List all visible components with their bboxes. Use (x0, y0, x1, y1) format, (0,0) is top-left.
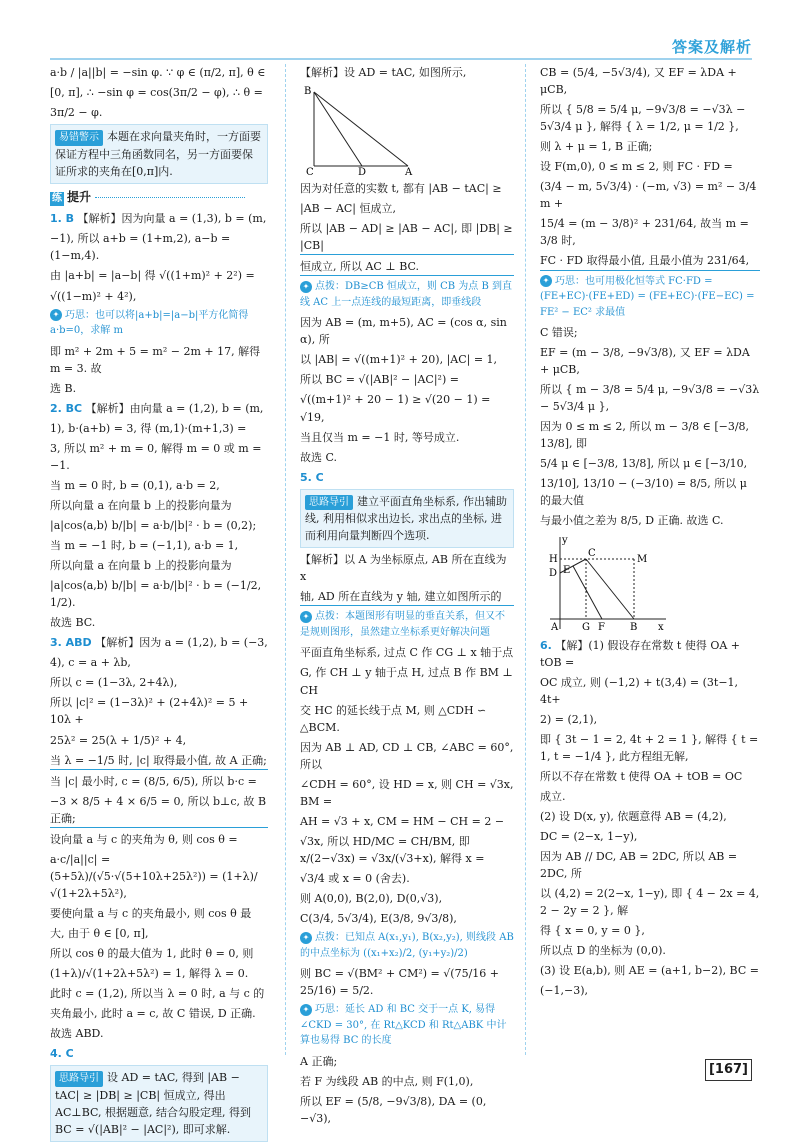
q5-guide-text: 建立平面直角坐标系, 作出辅助线, 利用相似求出边长, 求出点的坐标, 进而利用向量判断四个选项. (305, 494, 507, 543)
col2-a-2: 所以 |AB − AD| ≥ |AB − AC|, 即 |DB| ≥ |CB| (300, 220, 514, 255)
col2-d-0: 平面直角坐标系, 过点 C 作 CG ⊥ x 轴于点 (300, 646, 514, 660)
col2-tip-4 (300, 1002, 514, 1049)
col2-f-1: 若 F 为线段 AB 的中点, 则 F(1,0), (300, 1074, 474, 1088)
q1-end-0: 即 m² + 2m + 5 = m² − 2m + 17, 解得 m = 3. 故 (50, 344, 261, 375)
q3-line-0: 【解析】因为 a = (1,2), b = (−3, (95, 636, 268, 650)
col3-b-4: 5/4 μ ∈ [−3/8, 13/8], 所以 μ ∈ [−3/10, (540, 457, 748, 471)
col3-tip-1 (540, 274, 760, 321)
q6-line-4: 所以不存在常数 t 使得 OA + tOB = OC (540, 769, 743, 783)
q2-line-1: 1), b·(a+b) = 3, 得 (m,1)·(m+1,3) = (50, 421, 247, 435)
warning-tag: 易错警示 (55, 130, 103, 146)
col2-a-3: 恒成立, 所以 AC ⊥ BC. (300, 258, 514, 276)
col1-line-1: [0, π], ∴ −sin φ = cos(3π/2 − φ), ∴ θ = (50, 86, 263, 100)
q6-line-3: 即 { 3t − 1 = 2, 4t + 2 = 1 }, 解得 { t = 1, t = −1/4 }, 此方程组无解, (540, 732, 759, 763)
triangle-figure (300, 84, 420, 179)
col2-tip-3 (300, 930, 514, 961)
warning-text: 本题在求向量夹角时，一方面要保证方程中三角函数同名，另一方面要保证所求的夹角在[0,π]内. (55, 130, 261, 178)
col2-b-3: √((m+1)² + 20 − 1) ≥ √(20 − 1) = √19, (300, 393, 491, 424)
q6-line-0: 【解】(1) 假设存在常数 t 使得 OA + tOB = (540, 638, 741, 669)
q6-line-12: (3) 设 E(a,b), 则 AE = (a+1, b−2), BC = (540, 964, 759, 978)
col3-tip-1-text: 巧思：也可用极化恒等式 FC·FD = (FE+EC)·(FE+ED) = (FE+EC)·(FE−EC) = FE² − EC² 求最值 (540, 275, 755, 318)
fig2-edge-cb (586, 559, 634, 619)
q6-number: 6. (540, 638, 552, 652)
q5-number: 5. C (300, 470, 324, 484)
q6-line-5: 成立. (540, 789, 566, 803)
fig2-label-b: B (630, 621, 638, 633)
q3-line-7: −3 × 8/5 + 4 × 6/5 = 0, 所以 b⊥c, 故 B 正确; (50, 793, 268, 828)
column-2 (300, 64, 514, 1125)
fig1-label-a: A (405, 167, 413, 179)
col2-d-9: C(3/4, 5√3/4), E(3/8, 9√3/8), (300, 912, 457, 926)
q1-number: 1. B (50, 212, 75, 226)
col3-b-5: 13/10], 13/10 − (−3/10) = 8/5, 所以 μ 的最大值 (540, 477, 747, 508)
col3-b-2: 所以 { m − 3/8 = 5/4 μ, −9√3/8 = −√3λ − 5√3/4 μ }, (540, 383, 760, 414)
section-title: 提升 (67, 189, 92, 204)
q3-line-2: 所以 c = (1−3λ, 2+4λ), (50, 676, 178, 690)
q6-line-6: (2) 设 D(x, y), 依题意得 AB = (4,2), (540, 809, 727, 823)
q3-line-16: 故选 ABD. (50, 1027, 104, 1041)
q6-line-7: DC = (2−x, 1−y), (540, 830, 638, 843)
q2-line-8: |a|cos⟨a,b⟩ b/|b| = a·b/|b|² · b = (−1/2, 1/2). (50, 579, 262, 610)
fig2-label-g: G (582, 621, 590, 633)
q2-line-9: 故选 BC. (50, 616, 96, 630)
col2-tip-2 (300, 609, 514, 640)
col2-d-6: √3x, 所以 HD/MC = CH/BM, 即 x/(2−√3x) = √3x/(√3+x), 解得 x = (300, 834, 485, 865)
fig2-label-d: D (549, 567, 558, 579)
tip-bulb-icon: ✦ (300, 611, 312, 623)
q6-line-10: 得 { x = 0, y = 0 }, (540, 924, 645, 938)
col3-b-3: 因为 0 ≤ m ≤ 2, 所以 m − 3/8 ∈ [−3/8, 13/8], 即 (540, 420, 750, 451)
q6-line-11: 所以点 D 的坐标为 (0,0). (540, 944, 666, 958)
q6-line-1: OC 成立, 则 (−1,2) + t(3,4) = (3t−1, 4t+ (540, 675, 739, 706)
q3-line-3: 所以 |c|² = (1−3λ)² + (2+4λ)² = 5 + 10λ + (50, 696, 249, 727)
fig1-label-b: B (304, 86, 312, 98)
col2-e-0: 则 BC = √(BM² + CM²) = √(75/16 + 25/16) = 5/2. (300, 967, 499, 998)
tip-bulb-icon: ✦ (300, 281, 312, 293)
col2-d-7: √3/4 或 x = 0 (舍去). (300, 872, 410, 885)
q5-guide-tag: 思路导引 (305, 495, 353, 511)
coordinate-figure (540, 533, 670, 633)
col3-a-6: FC · FD 取得最小值, 且最小值为 231/64, (540, 252, 760, 270)
q1-tip-text: 巧思：也可以将|a+b|=|a−b|平方化简得 a·b=0，求解 m (50, 309, 249, 337)
col3-a-3: 设 F(m,0), 0 ≤ m ≤ 2, 则 FC · FD = (540, 160, 733, 174)
q3-line-14: 此时 c = (1,2), 所以当 λ = 0 时, a 与 c 的 (50, 987, 265, 1001)
q3-line-9: a·c/|a||c| = (5+5λ)/(√5·√(5+10λ+25λ²)) = (1+λ)/√(1+2λ+5λ²), (50, 852, 258, 900)
section-dots (95, 197, 245, 198)
q6-line-9: 以 (4,2) = 2(2−x, 1−y), 即 { 4 − 2x = 4, 2 − 2y = 2 }, 解 (540, 887, 760, 918)
q6-line-13: (−1,−3), (540, 984, 589, 998)
q2-number: 2. BC (50, 401, 83, 415)
q3-line-15: 夹角最小, 此时 a = c, 故 C 错误, D 正确. (50, 1007, 256, 1021)
fig2-label-a: A (551, 621, 559, 633)
col2-f-2: 所以 EF = (5/8, −9√3/8), DA = (0, −√3), (300, 1094, 487, 1125)
col2-d-3: 因为 AB ⊥ AD, CD ⊥ CB, ∠ABC = 60°, 所以 (300, 740, 514, 771)
q3-line-8: 设向量 a 与 c 的夹角为 θ, 则 cos θ = (50, 832, 238, 846)
col1-line-0: a·b / |a||b| = −sin φ. ∵ φ ∈ (π/2, π], θ ∈ (50, 66, 266, 79)
col2-d-8: 则 A(0,0), B(2,0), D(0,√3), (300, 892, 443, 906)
q3-line-4: 25λ² = 25(λ + 1/5)² + 4, (50, 733, 187, 747)
fig2-label-f: F (598, 621, 605, 633)
warning-box (50, 124, 268, 184)
q6-line-8: 因为 AB // DC, AB = 2DC, 所以 AB = 2DC, 所 (540, 850, 738, 881)
col2-tip-1-text: 点拨：DB≥CB 恒成立，则 CB 为点 B 到直线 AC 上一点连线的最短距离，即垂线段 (300, 281, 512, 308)
q3-line-12: 所以 cos θ 的最大值为 1, 此时 θ = 0, 则 (50, 947, 254, 961)
col2-tip-2-text: 点拨：本题图形有明显的垂直关系，但又不是规则图形，虽然建立坐标系更好解决问题 (300, 611, 505, 638)
fig2-label-h: H (549, 553, 558, 565)
fig1-label-c: C (306, 167, 314, 179)
section-mark-icon: 练 (52, 192, 62, 204)
col2-b-0: 因为 AB = (m, m+5), AC = (cos α, sin α), 所 (300, 316, 507, 347)
col2-tip-4-text: 巧思：延长 AD 和 BC 交于一点 K, 易得 ∠CKD = 30°, 在 Rt△KCD 和 Rt△ABK 中计算也易得 BC 的长度 (300, 1004, 507, 1047)
q1-tip (50, 308, 268, 339)
col2-b-5: 故选 C. (300, 450, 338, 464)
q5-guide-box (300, 489, 514, 549)
q2-line-0: 【解析】由向量 a = (1,2), b = (m, (85, 401, 264, 415)
col3-a-0: CB = (5/4, −5√3/4), 又 EF = λDA + μCB, (540, 66, 737, 97)
q3-line-6: 当 |c| 最小时, c = (8/5, 6/5), 所以 b·c = (50, 774, 257, 788)
column-1 (50, 64, 268, 1136)
header-title: 答案及解析 (671, 38, 752, 56)
q2-line-7: 所以向量 a 在向量 b 上的投影向量为 (50, 559, 232, 573)
q3-number: 3. ABD (50, 636, 92, 650)
q2-line-4: 所以向量 a 在向量 b 上的投影向量为 (50, 498, 232, 512)
col2-tip-3-text: 点拨：已知点 A(x₁,y₁), B(x₂,y₂), 则线段 AB 的中点坐标为 ((x₁+x₂)/2, (y₁+y₂)/2) (300, 932, 514, 959)
column-divider-1 (285, 64, 286, 1055)
col2-a-1: |AB − AC| 恒成立, (300, 202, 397, 216)
section-heading (50, 188, 268, 207)
col3-b-1: EF = (m − 3/8, −9√3/8), 又 EF = λDA + μCB, (540, 346, 750, 377)
q2-line-6: 当 m = −1 时, b = (−1,1), a·b = 1, (50, 539, 239, 553)
col3-a-1: 所以 { 5/8 = 5/4 μ, −9√3/8 = −√3λ − 5√3/4 μ }, 解得 { λ = 1/2, μ = 1/2 }, (540, 103, 746, 134)
q4-guide-tag: 思路导引 (55, 1071, 103, 1087)
q3-line-5: 当 λ = −1/5 时, |c| 取得最小值, 故 A 正确; (50, 752, 268, 770)
q3-line-13: (1+λ)/√(1+2λ+5λ²) = 1, 解得 λ = 0. (50, 967, 249, 981)
tip-bulb-icon: ✦ (540, 275, 552, 287)
col2-d-5: AH = √3 + x, CM = HM − CH = 2 − (300, 814, 505, 828)
q4-number: 4. C (50, 1047, 74, 1061)
q1-line-0: 【解析】因为向量 a = (1,3), b = (m, (77, 212, 267, 226)
col3-a-5: 15/4 = (m − 3/8)² + 231/64, 故当 m = 3/8 时, (540, 217, 749, 248)
col2-a-0: 因为对任意的实数 t, 都有 |AB − tAC| ≥ (300, 182, 502, 196)
col2-b-4: 当且仅当 m = −1 时, 等号成立. (300, 430, 460, 444)
fig1-edge-bd (314, 92, 362, 166)
q1-line-1: −1), 所以 a+b = (1+m,2), a−b = (1−m,4). (50, 232, 231, 263)
col2-d-4: ∠CDH = 60°, 设 HD = x, 则 CH = √3x, BM = (300, 777, 514, 808)
q1-line-3: √((1−m)² + 4²), (50, 289, 137, 303)
q3-line-11: 大, 由于 θ ∈ [0, π], (50, 926, 149, 940)
fig2-label-y: y (562, 534, 568, 546)
col2-b-1: 以 |AB| = √((m+1)² + 20), |AC| = 1, (300, 353, 498, 367)
fig1-label-d: D (358, 167, 367, 179)
col2-c-1: 轴, AD 所在直线为 y 轴, 建立如图所示的 (300, 588, 514, 606)
q4-guide-box (50, 1065, 268, 1142)
col2-c-0: 【解析】以 A 为坐标原点, AB 所在直线为 x (300, 553, 507, 584)
col1-line-2: 3π/2 − φ. (50, 106, 103, 120)
tip-bulb-icon: ✦ (300, 1004, 312, 1016)
fig2-label-c: C (588, 547, 596, 559)
column-divider-2 (525, 64, 526, 1055)
col3-b-0: C 错误; (540, 326, 578, 340)
col2-d-1: G, 作 CH ⊥ y 轴于点 H, 过点 B 作 BM ⊥ CH (300, 666, 513, 697)
fig2-label-e: E (563, 564, 571, 576)
header-divider (50, 58, 752, 60)
col2-d-2: 交 HC 的延长线于点 M, 则 △CDH ∽ △BCM. (300, 703, 487, 734)
q2-line-2: 3, 所以 m² + m = 0, 解得 m = 0 或 m = −1. (50, 441, 262, 472)
fig2-label-x: x (658, 621, 664, 633)
col2-f-0: A 正确; (300, 1054, 338, 1068)
q1-end-1: 选 B. (50, 381, 77, 395)
q3-line-10: 要使向量 a 与 c 的夹角最小, 则 cos θ 最 (50, 906, 252, 920)
q6-line-2: 2) = (2,1), (540, 712, 598, 726)
col2-intro: 【解析】设 AD = tAC, 如图所示, (300, 66, 467, 79)
q2-line-3: 当 m = 0 时, b = (0,1), a·b = 2, (50, 478, 220, 492)
col3-a-2: 则 λ + μ = 1, B 正确; (540, 140, 653, 154)
fig2-label-m: M (637, 553, 648, 565)
tip-bulb-icon: ✦ (50, 309, 62, 321)
fig1-edge-ba (314, 92, 408, 166)
tip-bulb-icon: ✦ (300, 932, 312, 944)
col2-b-2: 所以 BC = √(|AB|² − |AC|²) = (300, 373, 459, 387)
col3-b-6: 与最小值之差为 8/5, D 正确. 故选 C. (540, 514, 724, 528)
q3-line-1: 4), c = a + λb, (50, 656, 131, 670)
q1-line-2: 由 |a+b| = |a−b| 得 √((1+m)² + 2²) = (50, 269, 255, 283)
col2-tip-1 (300, 279, 514, 310)
q4-guide-text: 设 AD = tAC, 得到 |AB − tAC| ≥ |DB| ≥ |CB| 恒成立, 得出 AC⊥BC, 根据题意, 结合勾股定理, 得到 BC = √(|AB|² − |AC|²), 即可求解. (55, 1071, 251, 1136)
col3-a-4: (3/4 − m, 5√3/4) · (−m, √3) = m² − 3/4 m + (540, 180, 757, 211)
q2-line-5: |a|cos⟨a,b⟩ b/|b| = a·b/|b|² · b = (0,2); (50, 518, 257, 532)
column-3 (540, 64, 760, 1057)
page-number: [167] (705, 1059, 752, 1081)
